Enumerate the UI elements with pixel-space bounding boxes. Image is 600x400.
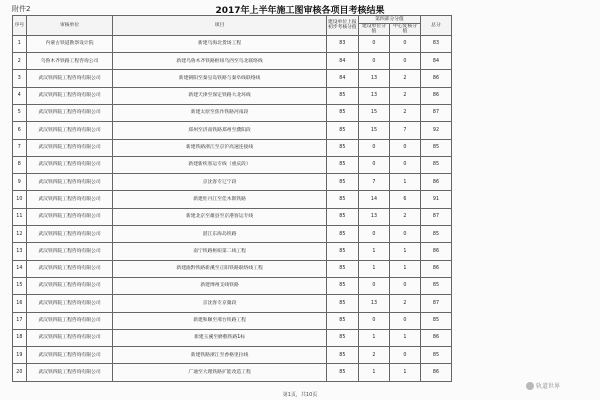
table-row — [13, 53, 452, 70]
cell-total: 85 — [420, 226, 451, 243]
cell-base-score: 85 — [326, 260, 358, 277]
cell-no: 11 — [13, 208, 27, 225]
cell-base-score: 85 — [326, 364, 358, 381]
cell-total: 85 — [420, 277, 451, 294]
cell-center-score: 1 — [389, 243, 420, 260]
results-table — [12, 15, 452, 382]
cell-unit: 武汉铁四院工程咨询有限公司 — [26, 105, 113, 122]
cell-construction-score: 1 — [358, 243, 389, 260]
cell-unit: 武汉铁四院工程咨询有限公司 — [26, 226, 113, 243]
table-row — [13, 226, 452, 243]
cell-center-score: 2 — [389, 295, 420, 312]
cell-construction-score: 1 — [358, 329, 389, 346]
cell-construction-score: 15 — [358, 105, 389, 122]
cell-unit: 武汉铁四院工程咨询有限公司 — [26, 191, 113, 208]
table-row — [13, 35, 452, 52]
cell-construction-score: 13 — [358, 87, 389, 104]
cell-total: 85 — [420, 156, 451, 173]
cell-total: 86 — [420, 243, 451, 260]
cell-total: 86 — [420, 174, 451, 191]
cell-total: 91 — [420, 191, 451, 208]
page-number: 第1页，共10页 — [282, 392, 318, 398]
cell-construction-score: 0 — [358, 226, 389, 243]
cell-total: 87 — [420, 295, 451, 312]
wechat-icon — [526, 382, 534, 390]
table-row — [13, 122, 452, 139]
cell-total: 85 — [420, 347, 451, 364]
cell-unit: 武汉铁四院工程咨询有限公司 — [26, 260, 113, 277]
cell-construction-score: 14 — [358, 191, 389, 208]
cell-base-score: 85 — [326, 122, 358, 139]
cell-base-score: 85 — [326, 295, 358, 312]
cell-unit: 乌鲁木齐铁路工程咨询公司 — [26, 53, 113, 70]
cell-unit: 武汉铁四院工程咨询有限公司 — [26, 295, 113, 312]
header-project: 项目 — [113, 16, 326, 36]
table-row — [13, 260, 452, 277]
cell-construction-score: 7 — [358, 174, 389, 191]
cell-project: 新建北京至雄县至京港客运专线 — [113, 208, 326, 225]
cell-center-score: 1 — [389, 260, 420, 277]
cell-no: 13 — [13, 243, 27, 260]
cell-project: 新建新疾客运专线（重庆段） — [113, 156, 326, 173]
cell-base-score: 85 — [326, 243, 358, 260]
cell-center-score: 0 — [389, 35, 420, 52]
cell-unit: 武汉铁四院工程咨询有限公司 — [26, 347, 113, 364]
cell-center-score: 0 — [389, 347, 420, 364]
cell-base-score: 85 — [326, 139, 358, 156]
cell-no: 15 — [13, 277, 27, 294]
cell-no: 10 — [13, 191, 27, 208]
cell-center-score: 0 — [389, 53, 420, 70]
cell-unit: 武汉铁四院工程咨询有限公司 — [26, 243, 113, 260]
cell-unit: 武汉铁四院工程咨询有限公司 — [26, 174, 113, 191]
header-group: 第四部分分值 — [358, 16, 420, 24]
cell-center-score: 0 — [389, 226, 420, 243]
table-row — [13, 70, 452, 87]
table-row — [13, 139, 452, 156]
table-row — [13, 105, 452, 122]
cell-base-score: 85 — [326, 277, 358, 294]
cell-total: 86 — [420, 329, 451, 346]
cell-no: 14 — [13, 260, 27, 277]
table-row — [13, 87, 452, 104]
cell-construction-score: 0 — [358, 156, 389, 173]
cell-construction-score: 0 — [358, 139, 389, 156]
cell-no: 2 — [13, 53, 27, 70]
cell-unit: 武汉铁四院工程咨询有限公司 — [26, 312, 113, 329]
attachment-label: 附件2 — [12, 5, 31, 13]
cell-base-score: 85 — [326, 226, 358, 243]
cell-base-score: 85 — [326, 105, 358, 122]
cell-unit: 武汉铁四院工程咨询有限公司 — [26, 329, 113, 346]
cell-construction-score: 15 — [358, 122, 389, 139]
cell-project: 南宁铁路枢纽第二线工程 — [113, 243, 326, 260]
cell-total: 87 — [420, 208, 451, 225]
cell-project: 新建天津至保定铁路大北环线 — [113, 87, 326, 104]
cell-construction-score: 1 — [358, 364, 389, 381]
table-row — [13, 243, 452, 260]
cell-construction-score: 2 — [358, 347, 389, 364]
cell-construction-score: 0 — [358, 312, 389, 329]
cell-base-score: 85 — [326, 87, 358, 104]
cell-no: 19 — [13, 347, 27, 364]
cell-project: 郑州至济南铁路郑州至濮阳段 — [113, 122, 326, 139]
cell-total: 85 — [420, 139, 451, 156]
cell-project: 广通至大理铁路扩能改造工程 — [113, 364, 326, 381]
cell-center-score: 1 — [389, 329, 420, 346]
cell-center-score: 0 — [389, 156, 420, 173]
cell-center-score: 0 — [389, 312, 420, 329]
cell-unit: 武汉铁四院工程咨询有限公司 — [26, 208, 113, 225]
cell-unit: 内蒙古铁道勘察设计院 — [26, 35, 113, 52]
cell-base-score: 85 — [326, 174, 358, 191]
cell-base-score: 85 — [326, 208, 358, 225]
cell-center-score: 6 — [389, 191, 420, 208]
cell-project: 新建太原至焦作铁路河南段 — [113, 105, 326, 122]
cell-base-score: 85 — [326, 156, 358, 173]
cell-construction-score: 1 — [358, 260, 389, 277]
cell-total: 85 — [420, 312, 451, 329]
cell-total: 92 — [420, 122, 451, 139]
watermark-text: 轨道世界 — [535, 383, 560, 390]
cell-unit: 武汉铁四院工程咨询有限公司 — [26, 156, 113, 173]
cell-unit: 武汉铁四院工程咨询有限公司 — [26, 87, 113, 104]
table-row — [13, 191, 452, 208]
watermark — [526, 381, 560, 390]
cell-unit: 武汉铁四院工程咨询有限公司 — [26, 70, 113, 87]
cell-project: 湛江东海岛铁路 — [113, 226, 326, 243]
cell-no: 16 — [13, 295, 27, 312]
cell-no: 1 — [13, 35, 27, 52]
cell-total: 86 — [420, 260, 451, 277]
cell-project: 新建牡丹江至佳木斯铁路 — [113, 191, 326, 208]
cell-construction-score: 0 — [358, 35, 389, 52]
page-title: 2017年上半年施工图审核各项目考核结果 — [215, 6, 385, 16]
cell-construction-score: 13 — [358, 295, 389, 312]
table-row — [13, 312, 452, 329]
cell-project: 新建铁路浙江至京沪高速连接线 — [113, 139, 326, 156]
table-row — [13, 208, 452, 225]
cell-project: 京沈客专辽宁段 — [113, 174, 326, 191]
cell-no: 18 — [13, 329, 27, 346]
cell-center-score: 1 — [389, 364, 420, 381]
table-row — [13, 174, 452, 191]
cell-no: 9 — [13, 174, 27, 191]
cell-unit: 武汉铁四院工程咨询有限公司 — [26, 139, 113, 156]
cell-base-score: 85 — [326, 347, 358, 364]
table-row — [13, 277, 452, 294]
cell-base-score: 85 — [326, 329, 358, 346]
cell-construction-score: 13 — [358, 208, 389, 225]
cell-total: 86 — [420, 364, 451, 381]
cell-project: 新建乌海北货场工程 — [113, 35, 326, 52]
cell-no: 7 — [13, 139, 27, 156]
cell-construction-score: 0 — [358, 277, 389, 294]
cell-project: 新建博州支线铁路 — [113, 277, 326, 294]
cell-total: 83 — [420, 35, 451, 52]
cell-base-score: 83 — [326, 35, 358, 52]
header-base-score: 建设单位上报初步考核分值 — [326, 16, 358, 36]
cell-project: 新建玉溪至磨憨铁路1标 — [113, 329, 326, 346]
cell-base-score: 85 — [326, 191, 358, 208]
cell-unit: 武汉铁四院工程咨询有限公司 — [26, 122, 113, 139]
cell-center-score: 2 — [389, 105, 420, 122]
cell-no: 12 — [13, 226, 27, 243]
cell-center-score: 2 — [389, 208, 420, 225]
cell-center-score: 1 — [389, 174, 420, 191]
header-no: 序号 — [13, 16, 27, 36]
table-row — [13, 295, 452, 312]
cell-base-score: 84 — [326, 70, 358, 87]
header-sub-construction: 建设单位分值 — [358, 24, 389, 36]
cell-no: 20 — [13, 364, 27, 381]
cell-unit: 武汉铁四院工程咨询有限公司 — [26, 364, 113, 381]
cell-project: 新建渝黔铁路新溪至正阳铁路联络线工程 — [113, 260, 326, 277]
cell-construction-score: 13 — [358, 70, 389, 87]
cell-center-score: 7 — [389, 122, 420, 139]
cell-total: 86 — [420, 70, 451, 87]
cell-no: 8 — [13, 156, 27, 173]
cell-project: 京沈客专京冀段 — [113, 295, 326, 312]
cell-no: 17 — [13, 312, 27, 329]
header-unit: 审核单位 — [26, 16, 113, 36]
cell-no: 5 — [13, 105, 27, 122]
cell-center-score: 2 — [389, 87, 420, 104]
cell-no: 4 — [13, 87, 27, 104]
table-row — [13, 329, 452, 346]
cell-total: 87 — [420, 105, 451, 122]
cell-center-score: 0 — [389, 139, 420, 156]
cell-no: 6 — [13, 122, 27, 139]
cell-project: 新建铁路浙江至香格里拉线 — [113, 347, 326, 364]
cell-base-score: 85 — [326, 312, 358, 329]
cell-project: 新建乌鲁木齐铁路枢纽乌西至乌北联络线 — [113, 53, 326, 70]
cell-project: 新建和顺至邢台铁路工程 — [113, 312, 326, 329]
cell-project: 新建朝阳至秦皇岛铁路与秦阜线联络线 — [113, 70, 326, 87]
cell-base-score: 84 — [326, 53, 358, 70]
cell-center-score: 2 — [389, 70, 420, 87]
cell-no: 3 — [13, 70, 27, 87]
cell-total: 86 — [420, 87, 451, 104]
table-row — [13, 347, 452, 364]
header-sub-center: 中心复核分值 — [389, 24, 420, 36]
cell-center-score: 0 — [389, 277, 420, 294]
table-row — [13, 156, 452, 173]
cell-total: 84 — [420, 53, 451, 70]
table-row — [13, 364, 452, 381]
cell-construction-score: 0 — [358, 53, 389, 70]
header-total: 总分 — [420, 16, 451, 36]
cell-unit: 武汉铁四院工程咨询有限公司 — [26, 277, 113, 294]
